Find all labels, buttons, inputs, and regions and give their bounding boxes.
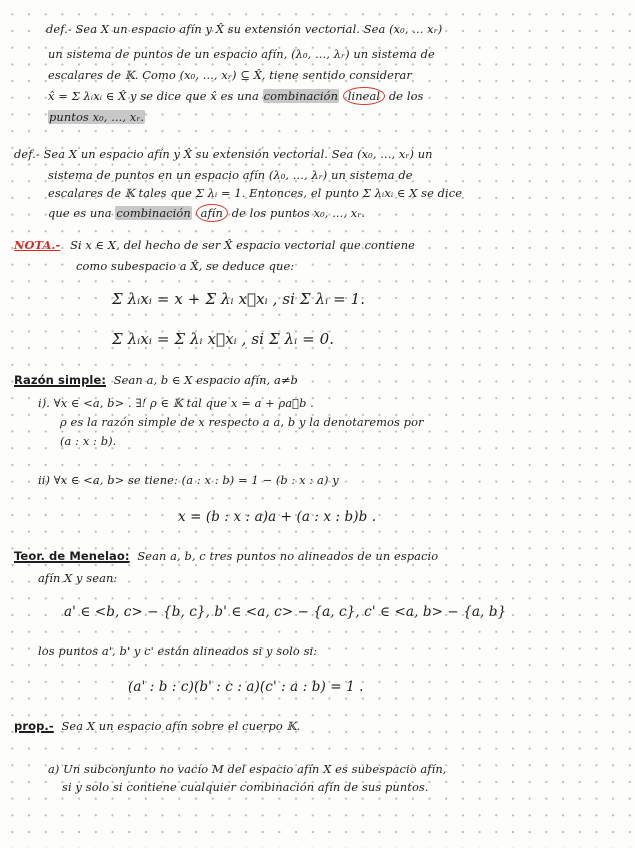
def1-line-4: x̂ = Σ λᵢxᵢ ∈ X̂ y se dice que x̂ es una combinación lineal de los — [48, 89, 424, 103]
menelao-line-2: afín X y sean: — [38, 571, 118, 585]
razon-formula: x = (b : x : a)a + (a : x : b)b . — [178, 509, 377, 525]
def2-line-3: escalares de 𝕂 tales que Σ λᵢ = 1. Entonces, el punto Σ λᵢxᵢ ∈ X se dice — [48, 186, 463, 200]
razon-line-3: ρ es la razón simple de x respecto a a, b y la denotaremos por — [60, 415, 424, 429]
menelao-formula-2: (a' : b : c)(b' : c : a)(c' : a : b) = 1 . — [128, 679, 364, 695]
def2-line-2: sistema de puntos en un espacio afín (λ₀, ..., λᵣ) un sistema de — [48, 168, 413, 182]
nota-line-1: NOTA.- Si x ∈ X, del hecho de ser X̂ espacio vectorial que contiene — [14, 238, 415, 252]
def1-line-2: un sistema de puntos de un espacio afín, (λ₀, ..., λᵣ) un sistema de — [48, 47, 435, 61]
nota-formula-1: Σ λᵢxᵢ = x + Σ λᵢ x⃗xᵢ , si Σ λᵢ = 1. — [112, 290, 366, 308]
def1-line-3: escalares de 𝕂. Como (x₀, ..., xᵣ) ⊆ X̂, tiene sentido considerar — [48, 68, 412, 82]
prop-line-2: a) Un subconjunto no vacío M del espacio afín X es subespacio afín, — [48, 762, 447, 776]
razon-line-5: ii) ∀x ∈ <a, b> se tiene: (a : x : b) = 1 − (b : x : a) y — [38, 473, 339, 487]
def2-line-4: que es una combinación afín de los puntos x₀, ..., xᵣ. — [48, 206, 366, 220]
menelao-formula-1: a' ∈ <b, c> − {b, c}, b' ∈ <a, c> − {a, c}, c' ∈ <a, b> − {a, b} — [64, 604, 507, 620]
highlight-combinacion-afin: combinación — [116, 206, 191, 220]
razon-line-4: (a : x : b). — [60, 434, 117, 448]
circled-lineal: lineal — [343, 87, 385, 105]
nota-label: NOTA.- — [14, 238, 61, 252]
razon-line-1: Razón simple: Sean a, b ∈ X espacio afín, a≠b — [14, 373, 298, 387]
razon-simple-label: Razón simple: — [14, 373, 107, 387]
highlight-puntos: puntos x₀, ..., xᵣ. — [49, 110, 145, 124]
nota-line-2: como subespacio a X̂, se deduce que: — [76, 259, 295, 273]
def1-line-5 — [48, 110, 145, 124]
menelao-line-3: los puntos a', b' y c' están alineados si y solo si: — [38, 644, 318, 658]
def2-line-1: def.- Sea X un espacio afín y X̂ su extensión vectorial. Sea (x₀, ..., xᵣ) un — [14, 147, 433, 161]
circled-afin: afín — [196, 204, 228, 222]
prop-line-3: si y solo si contiene cualquier combinación afín de sus puntos. — [62, 780, 429, 794]
prop-line-1: prop.- Sea X un espacio afín sobre el cuerpo 𝕂. — [14, 719, 301, 733]
nota-formula-2: Σ λᵢxᵢ = Σ λᵢ x⃗xᵢ , si Σ λᵢ = 0. — [112, 330, 335, 348]
razon-line-2: i). ∀x ∈ <a, b> . ∃! ρ ∈ 𝕂 tal que x = a + ρa⃗b . — [38, 396, 314, 410]
def1-line-1: def.- Sea X un espacio afín y X̂ su extensión vectorial. Sea (x₀, ... xᵣ) — [46, 22, 443, 36]
highlight-combinacion: combinación — [263, 89, 339, 103]
prop-label: prop.- — [14, 719, 54, 733]
menelao-label: Teor. de Menelao: — [14, 549, 130, 563]
menelao-line-1: Teor. de Menelao: Sean a, b, c tres puntos no alineados de un espacio — [14, 549, 439, 563]
